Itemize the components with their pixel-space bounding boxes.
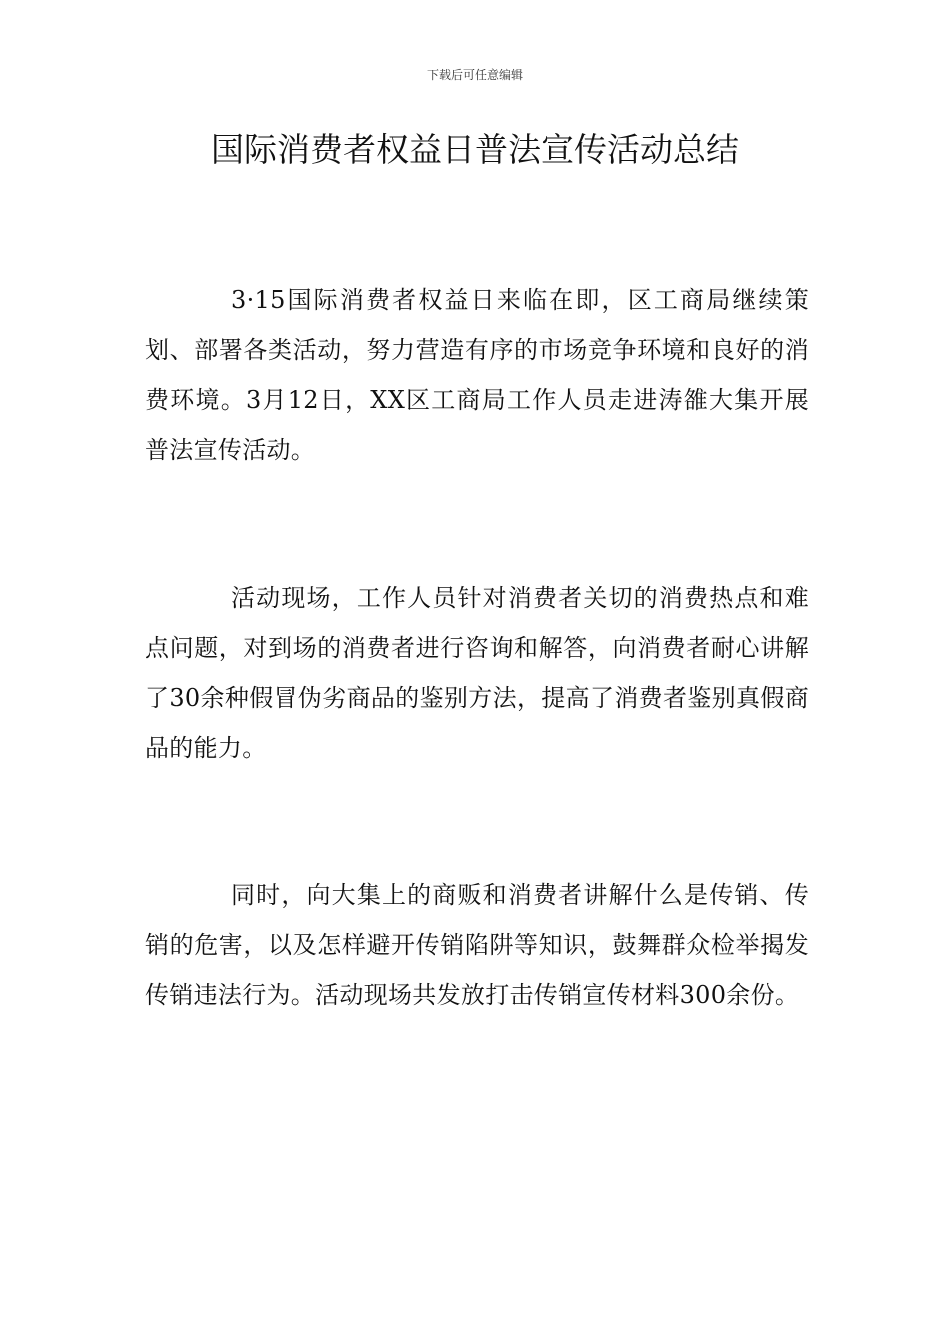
page-title: 国际消费者权益日普法宣传活动总结 bbox=[211, 130, 739, 169]
body-paragraph-3: 同时，向大集上的商贩和消费者讲解什么是传销、传销的危害，以及怎样避开传销陷阱等知识，鼓舞群众检举揭发传销违法行为。活动现场共发放打击传销宣传材料300余份。 bbox=[145, 881, 809, 1009]
body-paragraph-1: 3·15国际消费者权益日来临在即，区工商局继续策划、部署各类活动，努力营造有序的市场竞争环境和良好的消费环境。3月12日，XX区工商局工作人员走进涛雒大集开展普法宣传活动。 bbox=[145, 286, 809, 464]
header-note: 下载后可任意编辑 bbox=[426, 68, 523, 82]
body-paragraph-2: 活动现场，工作人员针对消费者关切的消费热点和难点问题，对到场的消费者进行咨询和解答，向消费者耐心讲解了30余种假冒伪劣商品的鉴别方法，提高了消费者鉴别真假商品的能力。 bbox=[145, 584, 809, 762]
